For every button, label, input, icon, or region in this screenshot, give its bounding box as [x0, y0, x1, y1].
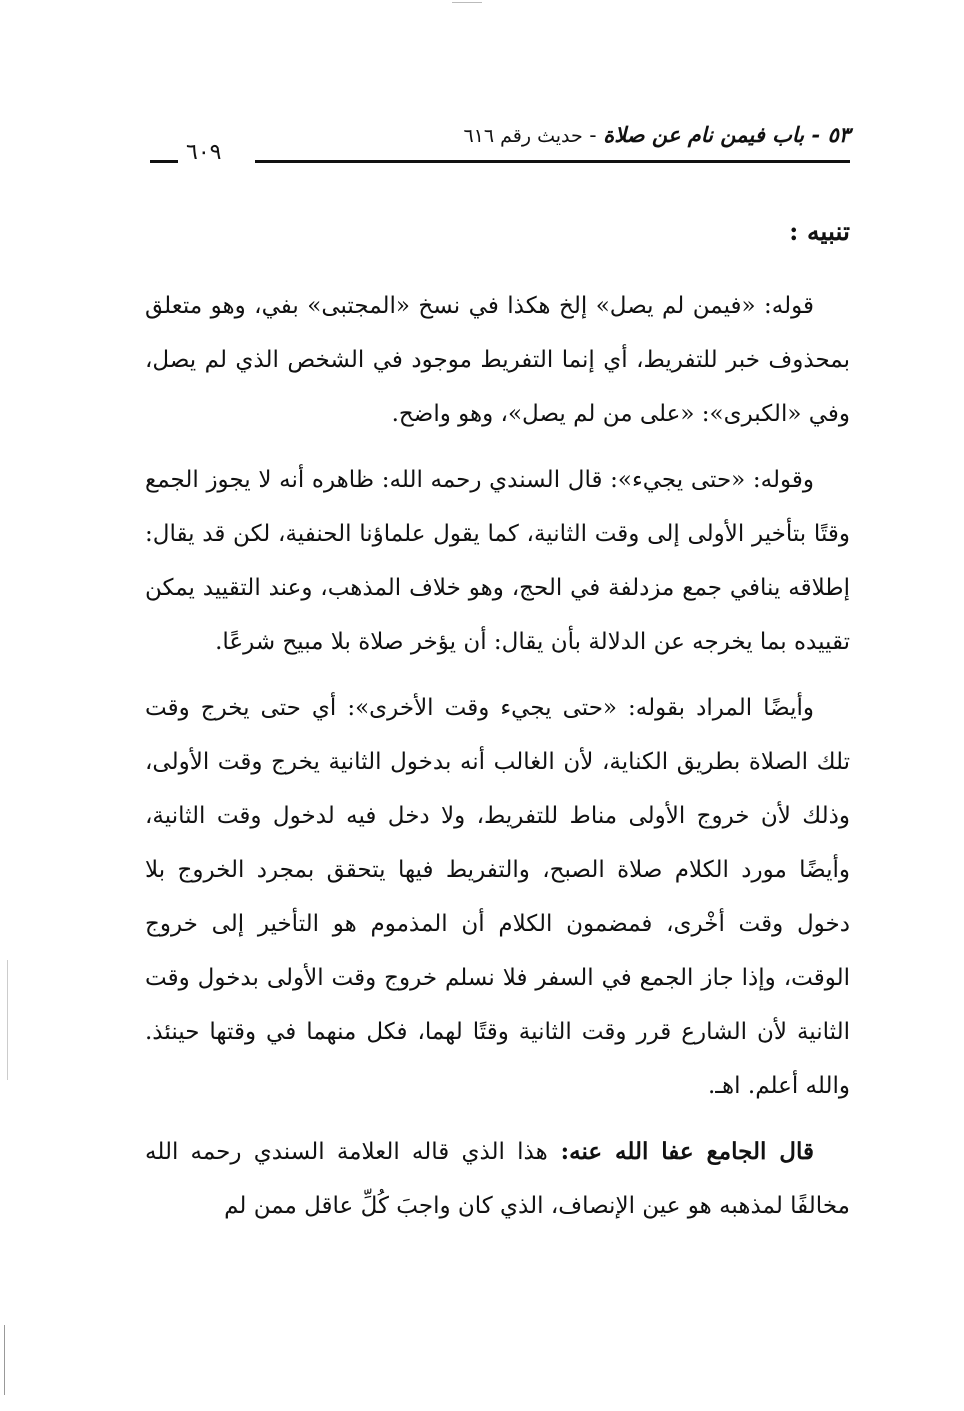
main-text [145, 205, 850, 1245]
scan-mark-left-faint [7, 960, 8, 1080]
chapter-title: ٥٣ - باب فيمن نام عن صلاة [603, 122, 850, 147]
hadith-number: حديث رقم ٦١٦ [463, 125, 583, 147]
paragraph [145, 279, 850, 441]
page-number: ٦٠٩ [186, 140, 222, 165]
scan-mark-top [452, 2, 482, 3]
scan-mark-left [4, 1325, 5, 1395]
header-separator: - [582, 123, 604, 147]
paragraph-text: هذا الذي قاله العلامة السندي رحمه الله مخالفًا لمذهبه هو عين الإنصاف، الذي كان واجبَ كُلِّ عاقل ممن لم [145, 1139, 850, 1219]
paragraph-text: وأيضًا المراد بقوله: «حتى يجيء وقت الأخرى»: أي حتى يخرج وقت تلك الصلاة بطريق الكناية، لأن الغالب أنه بدخول الثانية يخرج وقت الأولى، وذلك لأن خروج الأولى مناط للتفريط، ولا دخل فيه لدخول وقت الثانية، وأيضًا مورد الكلام صلاة الصبح، والتفريط فيها يتحقق بمجرد الخروج بلا دخول وقت أخْرى، فمضمون الكلام أن المذموم هو التأخير إلى خروج الوقت، وإذا جاز الجمع في السفر فلا نسلم خروج وقت الأولى بدخول وقت الثانية لأن الشارع قرر وقت الثانية وقتًا لهما، فكل منهما في وقتها حينئذ. والله أعلم. اهـ. [145, 695, 850, 1099]
note-heading: تنبيه : [789, 217, 850, 246]
paragraph-text: قوله: «فيمن لم يصل» إلخ هكذا في نسخ «المجتبى» بفي، وهو متعلق بمحذوف خبر للتفريط، أي إنما التفريط موجود في الشخص الذي لم يصل، وفي «الكبرى»: «على من لم يصل»، وهو واضح. [145, 293, 850, 427]
paragraph [145, 453, 850, 669]
paragraph-lead: قال الجامع عفا الله عنه: [547, 1138, 814, 1165]
paragraph [145, 681, 850, 1113]
paragraph [145, 1125, 850, 1233]
header-title [463, 122, 850, 147]
header-rule [255, 160, 850, 163]
header-dash [150, 160, 178, 163]
running-header [150, 120, 850, 168]
paragraph-text: وقوله: «حتى يجيء»: قال السندي رحمه الله: ظاهره أنه لا يجوز الجمع وقتًا بتأخير الأولى إلى وقت الثانية، كما يقول علماؤنا الحنفية، لكن قد يقال: إطلاقه ينافي جمع مزدلفة في الحج، وهو خلاف المذهب، وعند التقييد يمكن تقييده بما يخرجه عن الدلالة بأن يقال: أن يؤخر صلاة بلا مبيح شرعًا. [145, 467, 850, 655]
